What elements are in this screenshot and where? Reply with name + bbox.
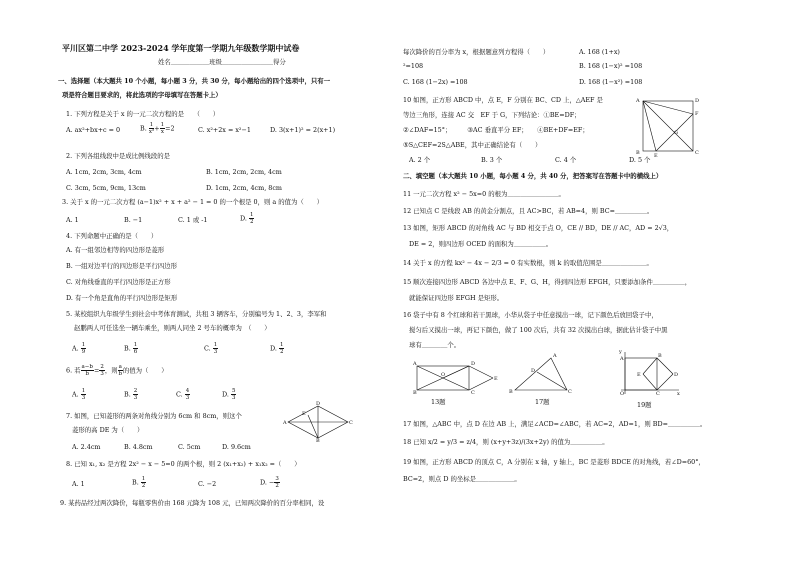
q2-stem: 2. 下列各组线段中是成比例线段的是 bbox=[66, 152, 170, 160]
q11: 11 一元二次方程 x² − 5x=0 的根为＿＿＿＿＿＿＿＿。 bbox=[403, 190, 565, 198]
q7-option-a: A. 2.4cm bbox=[72, 443, 101, 451]
q7-rhombus-figure bbox=[283, 401, 353, 444]
q13-line-1: 13 如图，矩形 ABCD 的对角线 AC 与 BD 相交于点 O，CE // BD，DE // AC，AD = 2√3， bbox=[403, 224, 674, 232]
svg-text:E: E bbox=[637, 372, 641, 378]
q14: 14 关于 x 的方程 kx² − 4x − 2/3 = 0 有实数根，则 k 的取值范围是＿＿＿＿＿＿＿。 bbox=[403, 259, 653, 267]
q5-option-d: D. $\frac{1}{2}$ bbox=[270, 342, 284, 355]
q8-option-d: D. − $\frac{3}{2}$ bbox=[260, 476, 279, 489]
q3-option-d: D. $\frac{1}{2}$ bbox=[240, 212, 254, 225]
q4-option-d: D. 有一个角是直角的平行四边形是矩形 bbox=[66, 294, 178, 302]
q9-continued: 每次降价的百分率为 x，根据题意列方程得（ ） bbox=[403, 48, 550, 56]
q6-option-a: A. $\frac{1}{3}$ bbox=[72, 388, 86, 401]
q10-line-2: 等边三角形，连接 AC 交 EF 于 G，下列结论：①BE=DF； bbox=[403, 111, 581, 119]
svg-text:B: B bbox=[316, 438, 320, 444]
q3-option-a: A. 1 bbox=[66, 216, 79, 224]
svg-text:C: C bbox=[471, 390, 475, 396]
svg-text:A: A bbox=[553, 353, 557, 359]
q10-line-1: 10 如图，正方形 ABCD 中，点 E，F 分别在 BC、CD 上，△AEF 是 bbox=[403, 96, 603, 104]
q5-option-a: A. $\frac{1}{9}$ bbox=[72, 342, 86, 355]
svg-text:A: A bbox=[413, 361, 417, 367]
svg-text:E: E bbox=[494, 376, 498, 382]
svg-text:A: A bbox=[283, 420, 287, 426]
q4-stem: 4. 下列命题中正确的是（ ） bbox=[66, 232, 158, 240]
q16-line-1: 16 袋子中有 8 个红球和若干黑球，小华从袋子中任意摸出一球，记下颜色后放回袋子中， bbox=[403, 311, 658, 319]
q4-option-a: A. 有一组邻边相等的四边形是菱形 bbox=[66, 246, 165, 254]
svg-text:E: E bbox=[302, 411, 306, 417]
q19-coordinate-figure bbox=[617, 350, 681, 396]
svg-text:E: E bbox=[654, 153, 658, 159]
q18: 18 已知 x/2 = y/3 = z/4，则 (x+y+3z)/(3x+2y) 的值为＿＿＿＿＿。 bbox=[403, 438, 609, 446]
q19-line-1: 19 如图，正方形 ABCD 的顶点 C，A 分别在 x 轴，y 轴上，BC 是菱形 BDCE 的对角线，若∠D=60°， bbox=[403, 458, 705, 466]
section1-heading-2: 项是符合题目要求的，将此选项的字母填写在答题卡上） bbox=[62, 91, 222, 99]
q4-option-b: B. 一组对边平行的四边形是平行四边形 bbox=[66, 262, 178, 270]
q8-option-a: A. 1 bbox=[72, 480, 85, 488]
svg-text:y: y bbox=[619, 349, 622, 355]
paper-title: 平川区第二中学 2023-2024 学年度第一学期九年级数学期中试卷 bbox=[62, 43, 300, 53]
q9-option-d: D. 168 (1−x²) =108 bbox=[579, 78, 643, 86]
class-label: 班级 bbox=[209, 58, 222, 66]
q17: 17 如图，△ABC 中，点 D 在边 AB 上，满足∠ACD=∠ABC，若 AC=2，AD=1，则 BD=＿＿＿＿＿。 bbox=[403, 420, 707, 428]
q1-stem: 1. 下列方程是关于 x 的一元二次方程的是 （ ） bbox=[66, 110, 220, 118]
svg-text:D: D bbox=[531, 368, 536, 374]
q3-stem: 3. 关于 x 的一元二次方程 (a−1)x² + x + a² − 1 = 0 的一个根是 0，则 a 的值为（ ） bbox=[62, 198, 323, 206]
section1-heading: 一、选择题（本大题共 10 个小题，每小题 3 分，共 30 分，每小题给出的四个选项中，只有一 bbox=[58, 77, 331, 85]
section2-heading: 二、填空题（本大题共 10 小题，每小题 4 分，共 40 分，把答案写在答题卡中的横线上） bbox=[403, 172, 663, 180]
q9-option-c: C. 168 (1−2x) =108 bbox=[403, 78, 468, 86]
q7-option-b: B. 4.8cm bbox=[124, 443, 153, 451]
name-label: 姓名 bbox=[158, 58, 171, 66]
q1-option-a: A. ax²+bx+c = 0 bbox=[66, 126, 121, 134]
q16-line-3: 球有＿＿＿＿个。 bbox=[409, 341, 461, 349]
q8-option-b: B. $\frac{1}{2}$ bbox=[132, 476, 146, 489]
q15-line-2: 就能保证四边形 EFGH 是矩形。 bbox=[409, 294, 504, 302]
fig13-caption: 13题 bbox=[431, 398, 446, 406]
q10-square-figure bbox=[636, 98, 700, 159]
q8-option-c: C. −2 bbox=[198, 480, 217, 488]
q3-option-b: B. −1 bbox=[124, 216, 143, 224]
q5-option-b: B. $\frac{1}{6}$ bbox=[124, 342, 138, 355]
svg-text:C: C bbox=[349, 420, 353, 426]
fig19-caption: 19题 bbox=[637, 401, 652, 409]
q9-option-a-cont: ²=108 bbox=[403, 62, 424, 70]
q6-option-b: B. $\frac{2}{3}$ bbox=[124, 388, 138, 401]
svg-text:C: C bbox=[568, 389, 572, 395]
svg-text:B: B bbox=[413, 390, 417, 396]
q6-stem: 6. 若 $\frac{a-b}{b}$ = $\frac{2}{3}$ ，则 $\frac{a}{b}$ 的值为（ ） bbox=[66, 364, 168, 377]
fig17-caption: 17题 bbox=[535, 398, 550, 406]
q7-option-d: D. 9.6cm bbox=[222, 443, 251, 451]
svg-text:F: F bbox=[695, 111, 699, 117]
q5-stem: 5. 某校组织九年级学生到社会中考体育测试，共租 3 辆客车，分别编号为 1、2、3，李军和 bbox=[66, 310, 327, 318]
q1-option-b: B. $\frac{1}{\text{x²}}$ + $\frac{1}{x}$ =2 bbox=[140, 122, 175, 135]
q12: 12 已知点 C 是线段 AB 的黄金分割点，且 AC>BC，若 AB=4，则 BC=＿＿＿＿＿。 bbox=[403, 207, 654, 215]
q2-option-d: D. 1cm, 2cm, 4cm, 8cm bbox=[206, 184, 282, 192]
q3-option-c: C. 1 或 -1 bbox=[178, 216, 208, 224]
q1-option-c: C. x²+2x = x²−1 bbox=[198, 126, 251, 134]
svg-text:G: G bbox=[674, 130, 678, 136]
q9-stem: 9. 某药品经过两次降价，每瓶零售价由 168 元降为 108 元，已知两次降价的百分率相同，设 bbox=[60, 499, 325, 507]
q4-option-c: C. 对角线垂直的平行四边形是正方形 bbox=[66, 278, 171, 286]
q7-stem: 7. 如图，已知菱形的两条对角线分别为 6cm 和 8cm，则这个 bbox=[66, 412, 242, 420]
q10-line-3: ②∠DAF=15°； ③AC 垂直平分 EF； ④BE+DF=EF； bbox=[403, 126, 589, 134]
q13-rectangle-figure bbox=[413, 362, 497, 394]
q6-option-c: C. $\frac{4}{3}$ bbox=[176, 388, 190, 401]
q8-stem: 8. 已知 x₁, x₂ 是方程 2x² − x − 5=0 的两个根，则 2 (x₁+x₂) + x₁x₂ =（ ） bbox=[66, 460, 301, 468]
q2-option-a: A. 1cm, 2cm, 3cm, 4cm bbox=[66, 168, 142, 176]
q10-option-b: B. 3 个 bbox=[481, 156, 503, 164]
svg-text:D: D bbox=[471, 361, 476, 367]
q9-option-a: A. 168 (1+x) bbox=[579, 48, 620, 56]
q10-option-a: A. 2 个 bbox=[409, 156, 431, 164]
right-column bbox=[397, 0, 794, 562]
q15-line-1: 15 顺次连接四边形 ABCD 各边中点 E、F、G、H，得到四边形 EFGH，只要添加条件＿＿＿＿＿， bbox=[403, 278, 692, 286]
svg-text:B: B bbox=[658, 353, 662, 359]
q19-line-2: BC=2，则点 D 的坐标是＿＿＿＿＿＿。 bbox=[403, 475, 521, 483]
svg-text:B: B bbox=[509, 389, 513, 395]
q17-triangle-figure bbox=[509, 353, 573, 395]
svg-text:D: D bbox=[674, 372, 679, 378]
q5-option-c: C. $\frac{1}{3}$ bbox=[204, 342, 218, 355]
svg-text:D: D bbox=[316, 401, 321, 407]
q2-option-c: C. 3cm, 5cm, 9cm, 13cm bbox=[66, 184, 146, 192]
svg-text:B: B bbox=[636, 150, 640, 156]
svg-text:O: O bbox=[441, 372, 446, 378]
q5-stem-2: 赵鹏两人可任选坐一辆车乘坐，则两人同坐 2 号车的概率为 （ ） bbox=[74, 324, 271, 332]
svg-text:A: A bbox=[620, 356, 624, 362]
svg-text:A: A bbox=[636, 98, 640, 104]
q10-option-c: C. 4 个 bbox=[555, 156, 577, 164]
q9-option-b: B. 168 (1−x)² =108 bbox=[579, 62, 643, 70]
q6-option-d: D. $\frac{5}{3}$ bbox=[222, 388, 236, 401]
svg-text:O: O bbox=[620, 391, 625, 397]
q10-line-4: ⑤S△CEF=2S△ABE，其中正确结论有（ ） bbox=[403, 141, 542, 149]
svg-text:C: C bbox=[695, 150, 699, 156]
svg-text:x: x bbox=[677, 391, 680, 397]
q2-option-b: B. 1cm, 2cm, 2cm, 4cm bbox=[206, 168, 282, 176]
student-info-line: 姓名＿＿＿＿＿＿班级＿＿＿＿＿＿＿＿得分 bbox=[158, 58, 286, 66]
q16-line-2: 搅匀后又摸出一球，再记下颜色，做了 100 次后，共有 32 次摸出白球，据此估计袋子中黑 bbox=[409, 326, 668, 334]
q10-option-d: D. 5 个 bbox=[629, 156, 651, 164]
q7-stem-2: 菱形的高 DE 为（ ） bbox=[72, 426, 144, 434]
svg-text:D: D bbox=[695, 98, 700, 104]
score-label: 得分 bbox=[273, 58, 286, 66]
svg-text:C: C bbox=[656, 391, 660, 397]
q7-option-c: C. 5cm bbox=[178, 443, 201, 451]
q13-line-2: DE = 2，则四边形 OCED 的面积为＿＿＿＿＿。 bbox=[409, 240, 553, 248]
q1-option-d: D. 3(x+1)² = 2(x+1) bbox=[270, 126, 336, 134]
